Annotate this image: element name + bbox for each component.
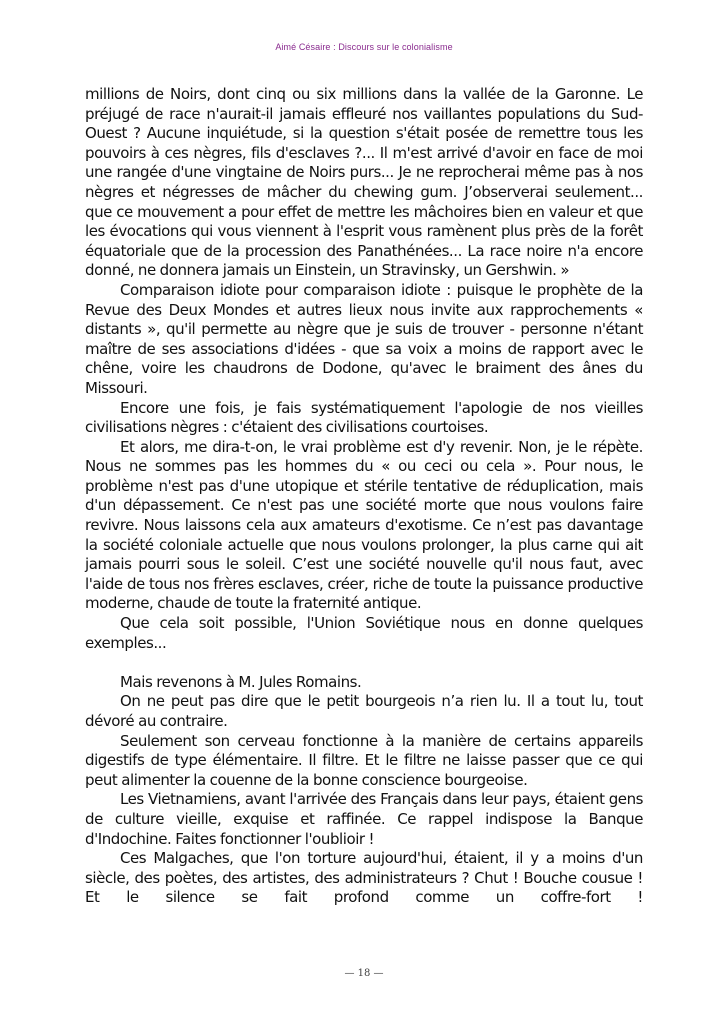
paragraph-continuation: millions de Noirs, dont cinq ou six millions dans la vallée de la Garonne. Le préjugé de race n'aurait-il jamais effleuré nos vaillantes populations du Sud-Ouest ? Aucune inquiétude, si la question s'était posée de remettre tous les pouvoirs à ces nègres, fils d'esclaves ?... Il m'est arrivé d'avoir en face de moi une rangée d'une vingtaine de Noirs purs... Je ne reprocherai même pas à nos nègres et négresses de mâcher du chewing gum. J’observerai seulement... que ce mouvement a pour effet de mettre les mâchoires bien en valeur et que les évocations qui vous viennent à l'esprit vous ramènent plus près de la forêt équatoriale que de la procession des Panathénées... La race noire n'a encore donné, ne donnera jamais un Einstein, un Stravinsky, un Gershwin. » — [85, 85, 643, 280]
paragraph-union-sovietique: Que cela soit possible, l'Union Soviétique nous en donne quelques exemples... — [85, 614, 643, 652]
running-header: Aimé Césaire : Discours sur le colonialisme — [275, 42, 453, 52]
body-text — [85, 85, 643, 908]
paragraph-cerveau: Seulement son cerveau fonctionne à la manière de certains appareils digestifs de type élémentaire. Il filtre. Et le filtre ne laisse passer que ce qui peut alimenter la couenne de la bonne conscience bourgeoise. — [85, 731, 643, 789]
paragraph-vietnamiens: Les Vietnamiens, avant l'arrivée des Français dans leur pays, étaient gens de culture vieille, exquise et raffinée. Ce rappel indispose la Banque d'Indochine. Faites fonctionner l'oublioir ! — [85, 790, 643, 848]
paragraph-petit-bourgeois: On ne peut pas dire que le petit bourgeois n’a rien lu. Il a tout lu, tout dévoré au contraire. — [85, 692, 643, 730]
paragraph-vrai-probleme: Et alors, me dira-t-on, le vrai problème est d'y revenir. Non, je le répète. Nous ne sommes pas les hommes du « ou ceci ou cela ». Pour nous, le problème n'est pas d'une utopique et stérile tentative de réduplication, mais d'un dépassement. Ce n'est pas une société morte que nous voulons faire revivre. Nous laissons cela aux amateurs d'exotisme. Ce n’est pas davantage la société coloniale actuelle que nous voulons prolonger, la plus carne qui ait jamais pourri sous le soleil. C’est une société nouvelle qu'il nous faut, avec l'aide de tous nos frères esclaves, créer, riche de toute la puissance productive moderne, chaude de toute la fraternité antique. — [85, 437, 643, 613]
page-number: — 18 — — [344, 968, 384, 979]
paragraph-comparaison: Comparaison idiote pour comparaison idiote : puisque le prophète de la Revue des Deux Mondes et autres lieux nous invite aux rapprochements « distants », qu'il permette au nègre que je suis de trouver - personne n'étant maître de ses associations d'idées - que sa voix a moins de rapport avec le chêne, voire les chaudrons de Dodone, qu'avec le braiment des ânes du Missouri. — [85, 280, 643, 397]
paragraph-malgaches: Ces Malgaches, que l'on torture aujourd'hui, étaient, il y a moins d'un siècle, des poètes, des artistes, des administrateurs ? Chut ! Bouche cousue ! Et le silence se fait profond comme un coffre-fort ! — [85, 849, 643, 907]
paragraph-apologie: Encore une fois, je fais systématiquement l'apologie de nos vieilles civilisations nègres : c'étaient des civilisations courtoises. — [85, 398, 643, 437]
paragraph-gap — [85, 653, 643, 673]
paragraph-jules-romains: Mais revenons à M. Jules Romains. — [120, 672, 362, 691]
